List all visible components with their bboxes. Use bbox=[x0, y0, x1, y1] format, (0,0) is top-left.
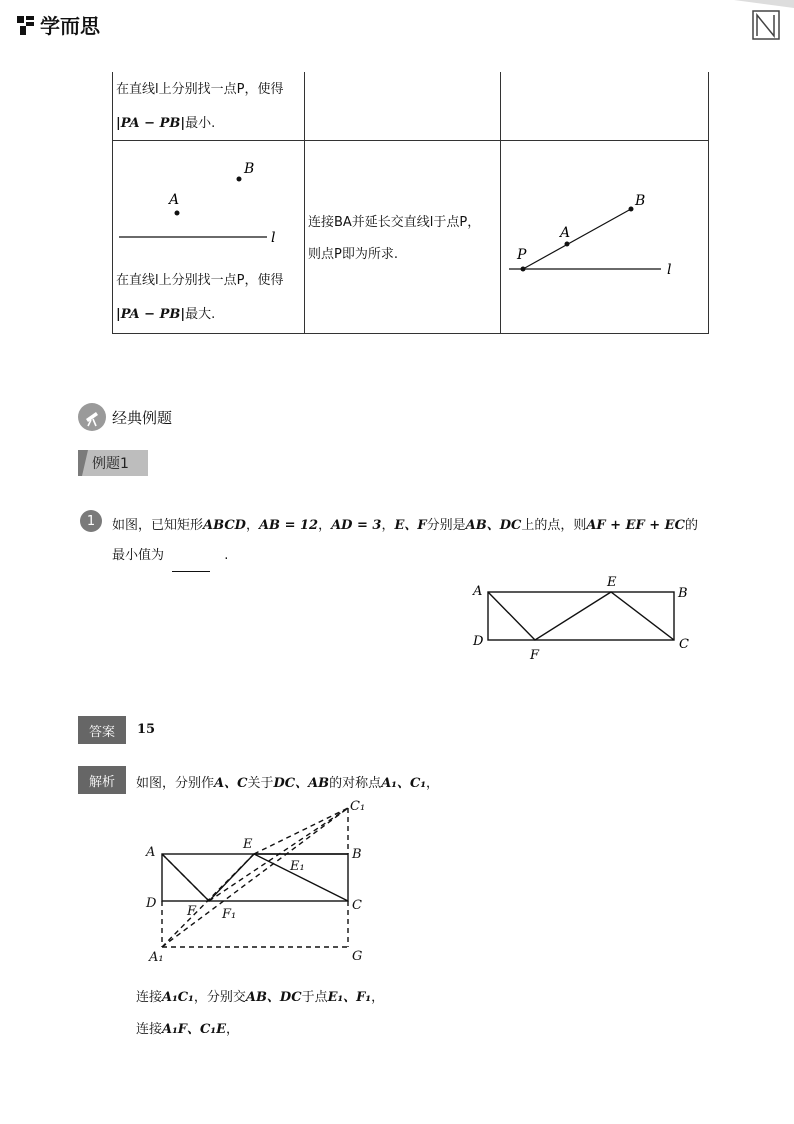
row2-method-line1: 连接BA并延长交直线l于点P， bbox=[308, 215, 481, 230]
a-fig-e: E bbox=[243, 837, 253, 852]
q-text: ， bbox=[381, 518, 395, 533]
question-number: 1 bbox=[80, 510, 102, 532]
a-math: A、C bbox=[214, 776, 248, 791]
a-fig-a: A bbox=[146, 845, 156, 860]
q-math: E、F bbox=[394, 518, 427, 533]
a-fig-f: F bbox=[187, 904, 197, 919]
row2-expr: |PA − PB| bbox=[116, 307, 186, 322]
brand-name: 学而思 bbox=[40, 14, 100, 38]
row2-method-line2: 则点P即为所求. bbox=[308, 247, 398, 262]
a-math: AB、DC bbox=[245, 990, 302, 1005]
table-cell bbox=[113, 141, 305, 334]
a-fig-b: B bbox=[352, 847, 362, 862]
q-math: AD = 3 bbox=[331, 518, 382, 533]
table-cell bbox=[501, 72, 709, 141]
q-fig-b: B bbox=[678, 586, 688, 601]
analysis-figure bbox=[140, 794, 380, 966]
row1-expr: |PA − PB| bbox=[116, 116, 186, 131]
method-table bbox=[112, 72, 709, 334]
q-math: AB、DC bbox=[465, 518, 522, 533]
table-row bbox=[113, 141, 709, 334]
q-text: 最小值为 bbox=[112, 548, 165, 563]
a-math: A₁C₁ bbox=[162, 990, 194, 1005]
a-text: 于点 bbox=[301, 990, 328, 1005]
sol-label-a: A bbox=[560, 225, 571, 241]
table-cell bbox=[501, 141, 709, 334]
answer-value: 15 bbox=[137, 722, 156, 737]
brand-mark-icon bbox=[16, 14, 36, 36]
a-fig-g: G bbox=[352, 949, 363, 964]
a-fig-c1: C₁ bbox=[350, 799, 366, 814]
q-fig-f: F bbox=[530, 648, 540, 663]
a-math: DC、AB bbox=[273, 776, 330, 791]
q-math: ABCD bbox=[203, 518, 246, 533]
row2-text-line1: 在直线l上分别找一点P，使得 bbox=[116, 273, 284, 288]
max-diff-figure bbox=[113, 141, 304, 251]
example-tag bbox=[78, 450, 148, 476]
a-fig-d: D bbox=[146, 896, 157, 911]
q-math: AF + EF + EC bbox=[586, 518, 685, 533]
table-cell bbox=[305, 141, 501, 334]
q-text: 的 bbox=[684, 518, 698, 533]
a-fig-a1: A₁ bbox=[149, 950, 164, 965]
a-math: A₁F、C₁E bbox=[162, 1022, 226, 1037]
a-math: A₁、C₁ bbox=[381, 776, 427, 791]
a-fig-c: C bbox=[352, 898, 362, 913]
analysis-line1 bbox=[136, 772, 439, 791]
a-text: ， bbox=[225, 1022, 239, 1037]
analysis-line3 bbox=[136, 1018, 239, 1037]
brand-logo bbox=[16, 10, 100, 39]
sol-label-b: B bbox=[635, 193, 646, 209]
fig-label-l: l bbox=[271, 230, 276, 246]
a-text: 关于 bbox=[247, 776, 274, 791]
q-text: 如图，已知矩形 bbox=[112, 518, 204, 533]
sol-label-l: l bbox=[667, 262, 672, 278]
table-cell bbox=[305, 72, 501, 141]
q-text: 上的点，则 bbox=[521, 518, 587, 533]
a-text: ， bbox=[371, 990, 385, 1005]
table-row bbox=[113, 72, 709, 141]
section-header bbox=[78, 403, 172, 431]
fig-label-b: B bbox=[244, 161, 255, 177]
fig-label-a: A bbox=[169, 192, 180, 208]
q-fig-a: A bbox=[473, 584, 483, 599]
q-math: AB = 12 bbox=[258, 518, 319, 533]
row1-suffix: 最小. bbox=[185, 116, 216, 131]
analysis-line2 bbox=[136, 986, 384, 1005]
answer-blank bbox=[172, 541, 210, 572]
row2-suffix: 最大. bbox=[185, 307, 216, 322]
question-text bbox=[112, 511, 712, 572]
a-text: 连接 bbox=[136, 990, 163, 1005]
a-text: ，分别交 bbox=[193, 990, 246, 1005]
q-text: ， bbox=[318, 518, 332, 533]
example-tag-label: 例题1 bbox=[92, 456, 129, 472]
analysis-label: 解析 bbox=[78, 766, 126, 794]
a-text: 如图，分别作 bbox=[136, 776, 215, 791]
row1-text-line1: 在直线l上分别找一点P，使得 bbox=[116, 82, 284, 97]
sol-label-p: P bbox=[517, 247, 527, 263]
section-title: 经典例题 bbox=[112, 408, 173, 427]
q-fig-e: E bbox=[607, 575, 617, 590]
a-fig-e1: E₁ bbox=[290, 859, 305, 874]
page-corner-icon bbox=[752, 10, 780, 40]
q-text: ， bbox=[245, 518, 259, 533]
a-text: ， bbox=[426, 776, 440, 791]
a-fig-f1: F₁ bbox=[222, 907, 237, 922]
answer-label: 答案 bbox=[78, 716, 126, 744]
q-fig-c: C bbox=[679, 637, 689, 652]
question-figure bbox=[466, 572, 696, 664]
a-math: E₁、F₁ bbox=[327, 990, 372, 1005]
a-text: 的对称点 bbox=[329, 776, 382, 791]
table-cell bbox=[113, 72, 305, 141]
solution-figure bbox=[501, 141, 708, 291]
q-text: . bbox=[224, 548, 229, 563]
q-text: 分别是 bbox=[426, 518, 466, 533]
a-text: 连接 bbox=[136, 1022, 163, 1037]
header-corner-shade bbox=[734, 0, 794, 8]
telescope-icon bbox=[78, 403, 106, 431]
q-fig-d: D bbox=[473, 634, 484, 649]
